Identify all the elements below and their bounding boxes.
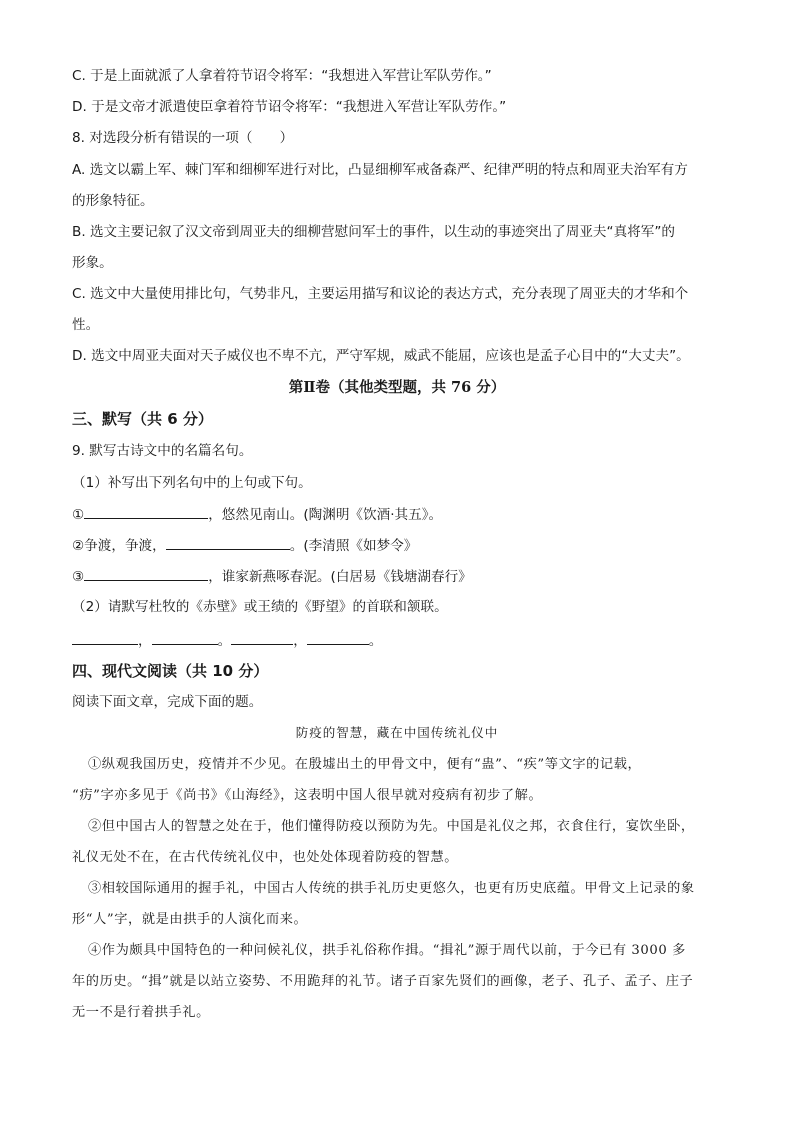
section4-heading: 四、现代文阅读（共 10 分） [72,662,269,680]
article-p1-line2: “疠”字亦多见于《尚书》《山海经》，这表明中国人很早就对疫病有初步了解。 [72,788,543,803]
item2-suffix: 。(李清照《如梦令》 [289,538,418,554]
q8-option-c-line2: 性。 [72,317,100,333]
answer-blank-4[interactable] [72,630,138,645]
item1-prefix: ① [72,507,85,523]
q9-part2-answer-line [72,630,382,651]
article-p2-line1: ②但中国古人的智慧之处在于，他们懂得防疫以预防为先。中国是礼仪之邦，衣食住行，宴饮坐卧， [88,819,695,834]
q8-option-b-line2: 形象。 [72,255,113,271]
q9-item2 [72,535,417,556]
q9-part2: （2）请默写杜牧的《赤壁》或王绩的《野望》的首联和颔联。 [72,599,448,615]
article-p1-line1: ①纵观我国历史，疫情并不少见。在殷墟出土的甲骨文中，便有“蛊”、“疾”等文字的记载， [88,757,642,772]
item3-prefix: ③ [72,569,85,585]
q8-option-c-line1: C. 选文中大量使用排比句，气势非凡，主要运用描写和议论的表达方式，充分表现了周亚夫的才华和个 [72,286,689,302]
period-2: 。 [368,633,383,649]
article-title: 防疫的智慧，藏在中国传统礼仪中 [295,725,499,740]
item1-suffix: ，悠然见南山。(陶渊明《饮酒·其五》。 [208,507,443,523]
comma-1: ， [138,633,152,649]
q8-option-d-line1: D. 选文中周亚夫面对天子威仪也不卑不亢，严守军规，威武不能屈，应该也是孟子心目中的“大丈夫”。 [72,348,690,364]
section4-instruction: 阅读下面文章，完成下面的题。 [72,694,263,710]
answer-blank-3[interactable] [84,566,208,581]
q8-stem: 8. 对选段分析有错误的一项（ ） [72,130,294,146]
article-p4-line3: 无一不是行着拱手礼。 [72,1005,210,1020]
answer-blank-2[interactable] [166,535,290,550]
answer-blank-7[interactable] [307,630,369,645]
answer-blank-6[interactable] [231,630,293,645]
item3-suffix: ，谁家新燕啄春泥。(白居易《钱塘湖春行》 [208,569,472,585]
section3-heading: 三、默写（共 6 分） [72,410,213,428]
article-p3-line2: 形“人”字，就是由拱手的人演化而来。 [72,912,308,927]
q8-option-a-line1: A. 选文以霸上军、棘门军和细柳军进行对比，凸显细柳军戒备森严、纪律严明的特点和周亚夫治军有方 [72,162,688,178]
item2-prefix: ②争渡，争渡， [72,538,166,554]
q9-item3 [72,566,472,587]
volume-title: 第Ⅱ卷（其他类型题，共 76 分） [288,379,506,396]
q9-stem: 9. 默写古诗文中的名篇名句。 [72,443,253,459]
q8-option-a-line2: 的形象特征。 [72,193,154,209]
article-p2-line2: 礼仪无处不在，在古代传统礼仪中，也处处体现着防疫的智慧。 [72,850,459,865]
article-p3-line1: ③相较国际通用的握手礼，中国古人传统的拱手礼历史更悠久，也更有历史底蕴。甲骨文上记录的象 [88,881,695,896]
answer-blank-5[interactable] [152,630,218,645]
q7-option-d: D. 于是文帝才派遣使臣拿着符节诏令将军：“我想进入军营让军队劳作。” [72,99,507,115]
q8-option-b-line1: B. 选文主要记叙了汉文帝到周亚夫的细柳营慰问军士的事件，以生动的事迹突出了周亚夫“真将军”的 [72,224,675,240]
article-p4-line2: 年的历史。“揖”就是以站立姿势、不用跪拜的礼节。诸子百家先贤们的画像，老子、孔子、孟子、庄子 [72,974,694,989]
answer-blank-1[interactable] [84,504,208,519]
period-1: 。 [217,633,232,649]
q7-option-c: C. 于是上面就派了人拿着符节诏令将军：“我想进入军营让军队劳作。” [72,68,492,84]
comma-2: ， [293,633,307,649]
article-p4-line1: ④作为颇具中国特色的一种问候礼仪，拱手礼俗称作揖。“揖礼”源于周代以前，于今已有 3000 多 [88,943,686,958]
q9-item1 [72,504,442,525]
q9-part1: （1）补写出下列名句中的上句或下句。 [72,475,312,491]
